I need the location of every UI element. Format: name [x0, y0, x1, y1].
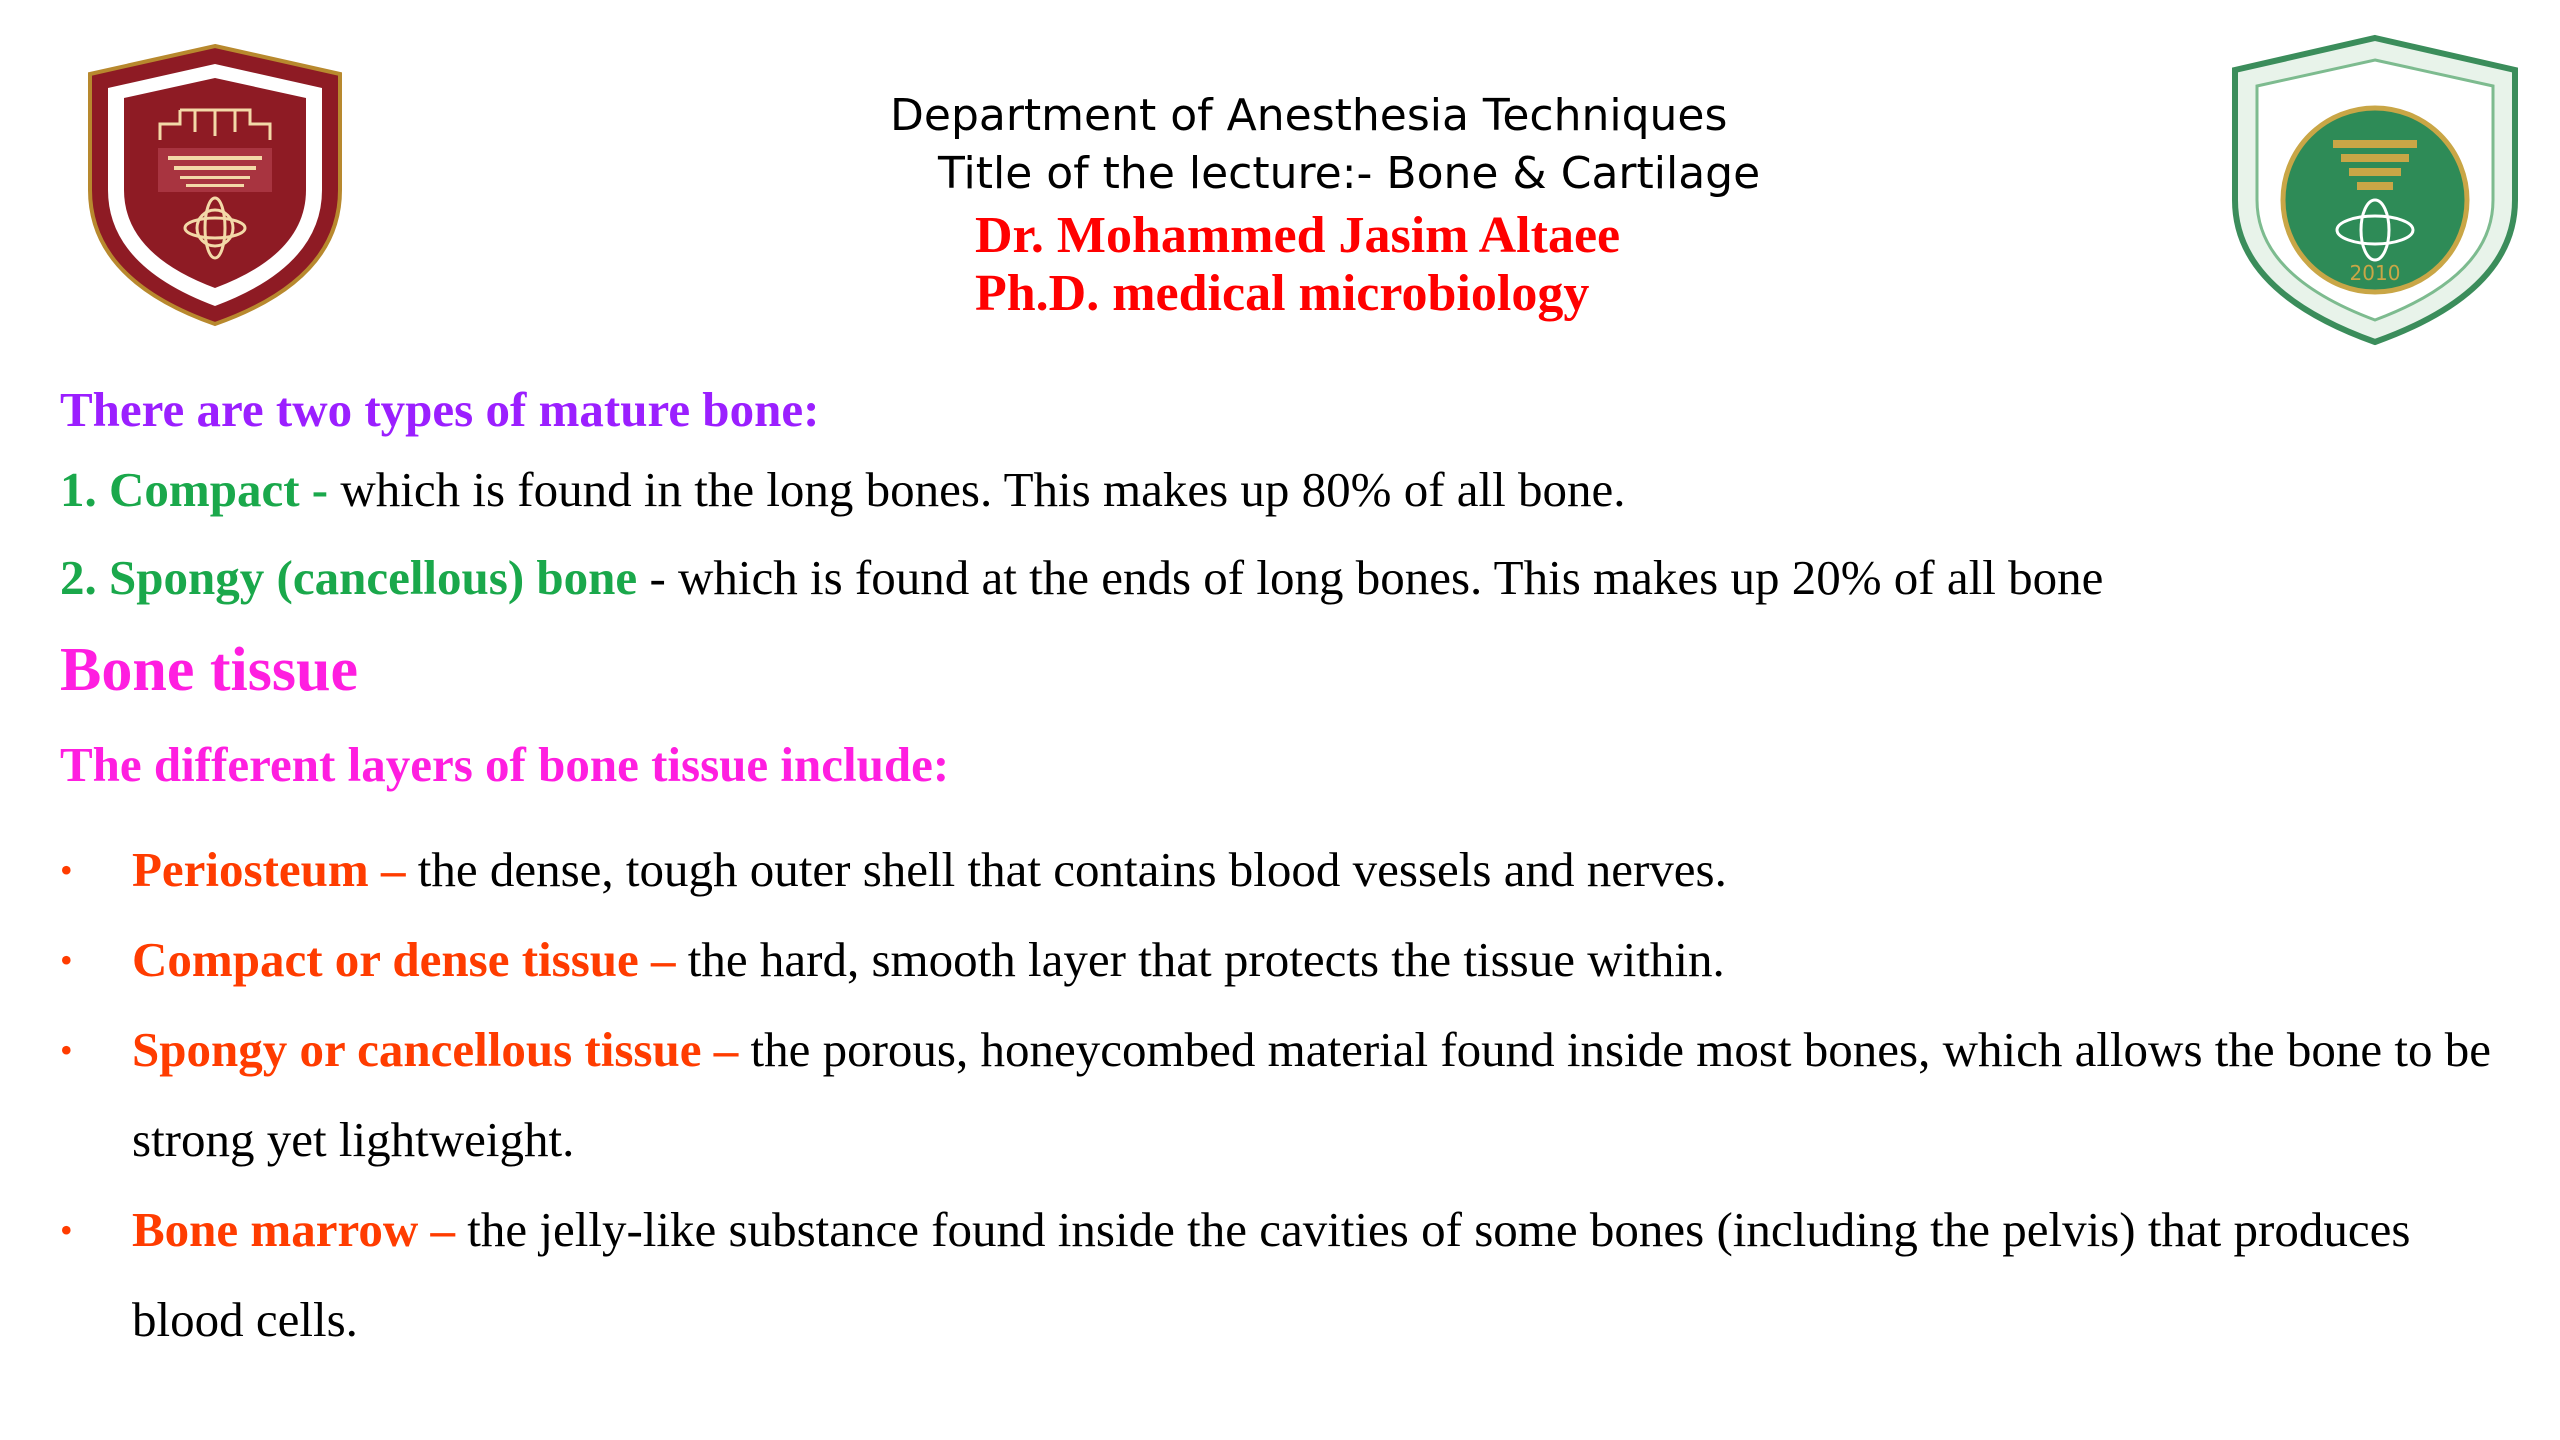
bone-type-term: 2. Spongy (cancellous) bone [60, 550, 638, 605]
layer-description: the dense, tough outer shell that contains blood vessels and nerves. [405, 842, 1727, 897]
bone-layers-heading: The different layers of bone tissue include: [60, 737, 950, 792]
bone-type-description: which is found in the long bones. This makes up 80% of all bone. [328, 462, 1626, 517]
layer-description: the jelly-like substance found inside the cavities of some bones (including the pelvis) that produces blood cells. [132, 1202, 2411, 1347]
bone-layers-list [60, 825, 2500, 1365]
bullet-icon: • [60, 940, 73, 980]
list-item [60, 825, 2500, 915]
bullet-icon: • [60, 850, 73, 890]
slide-header [0, 0, 2560, 340]
bone-type-item [60, 548, 2103, 608]
bone-types-intro: There are two types of mature bone: [60, 382, 820, 437]
section-title-bone-tissue: Bone tissue [60, 636, 358, 704]
lecturer-degree: Ph.D. medical microbiology [975, 265, 1590, 322]
bone-type-description: - which is found at the ends of long bones. This makes up 20% of all bone [637, 550, 2104, 605]
bone-type-term: 1. Compact - [60, 462, 329, 517]
logo-right-year: 2010 [2349, 261, 2401, 285]
layer-term: Spongy or cancellous tissue – [132, 1022, 739, 1077]
layer-term: Bone marrow – [132, 1202, 455, 1257]
lecture-title: Title of the lecture:- Bone & Cartilage [938, 148, 1761, 199]
layer-description: the hard, smooth layer that protects the tissue within. [675, 932, 1725, 987]
layer-description: the porous, honeycombed material found inside most bones, which allows the bone to be strong yet lightweight. [132, 1022, 2491, 1167]
layer-term: Periosteum – [132, 842, 406, 897]
university-logo-right [2215, 30, 2535, 350]
list-item [60, 1185, 2500, 1365]
bullet-icon: • [60, 1030, 73, 1070]
university-logo-left [70, 40, 360, 330]
department-name: Department of Anesthesia Techniques [890, 90, 1728, 141]
layer-term: Compact or dense tissue – [132, 932, 676, 987]
list-item [60, 1005, 2500, 1185]
bone-type-item [60, 460, 1626, 520]
lecturer-name: Dr. Mohammed Jasim Altaee [975, 207, 1621, 264]
list-item [60, 915, 2500, 1005]
bullet-icon: • [60, 1210, 73, 1250]
